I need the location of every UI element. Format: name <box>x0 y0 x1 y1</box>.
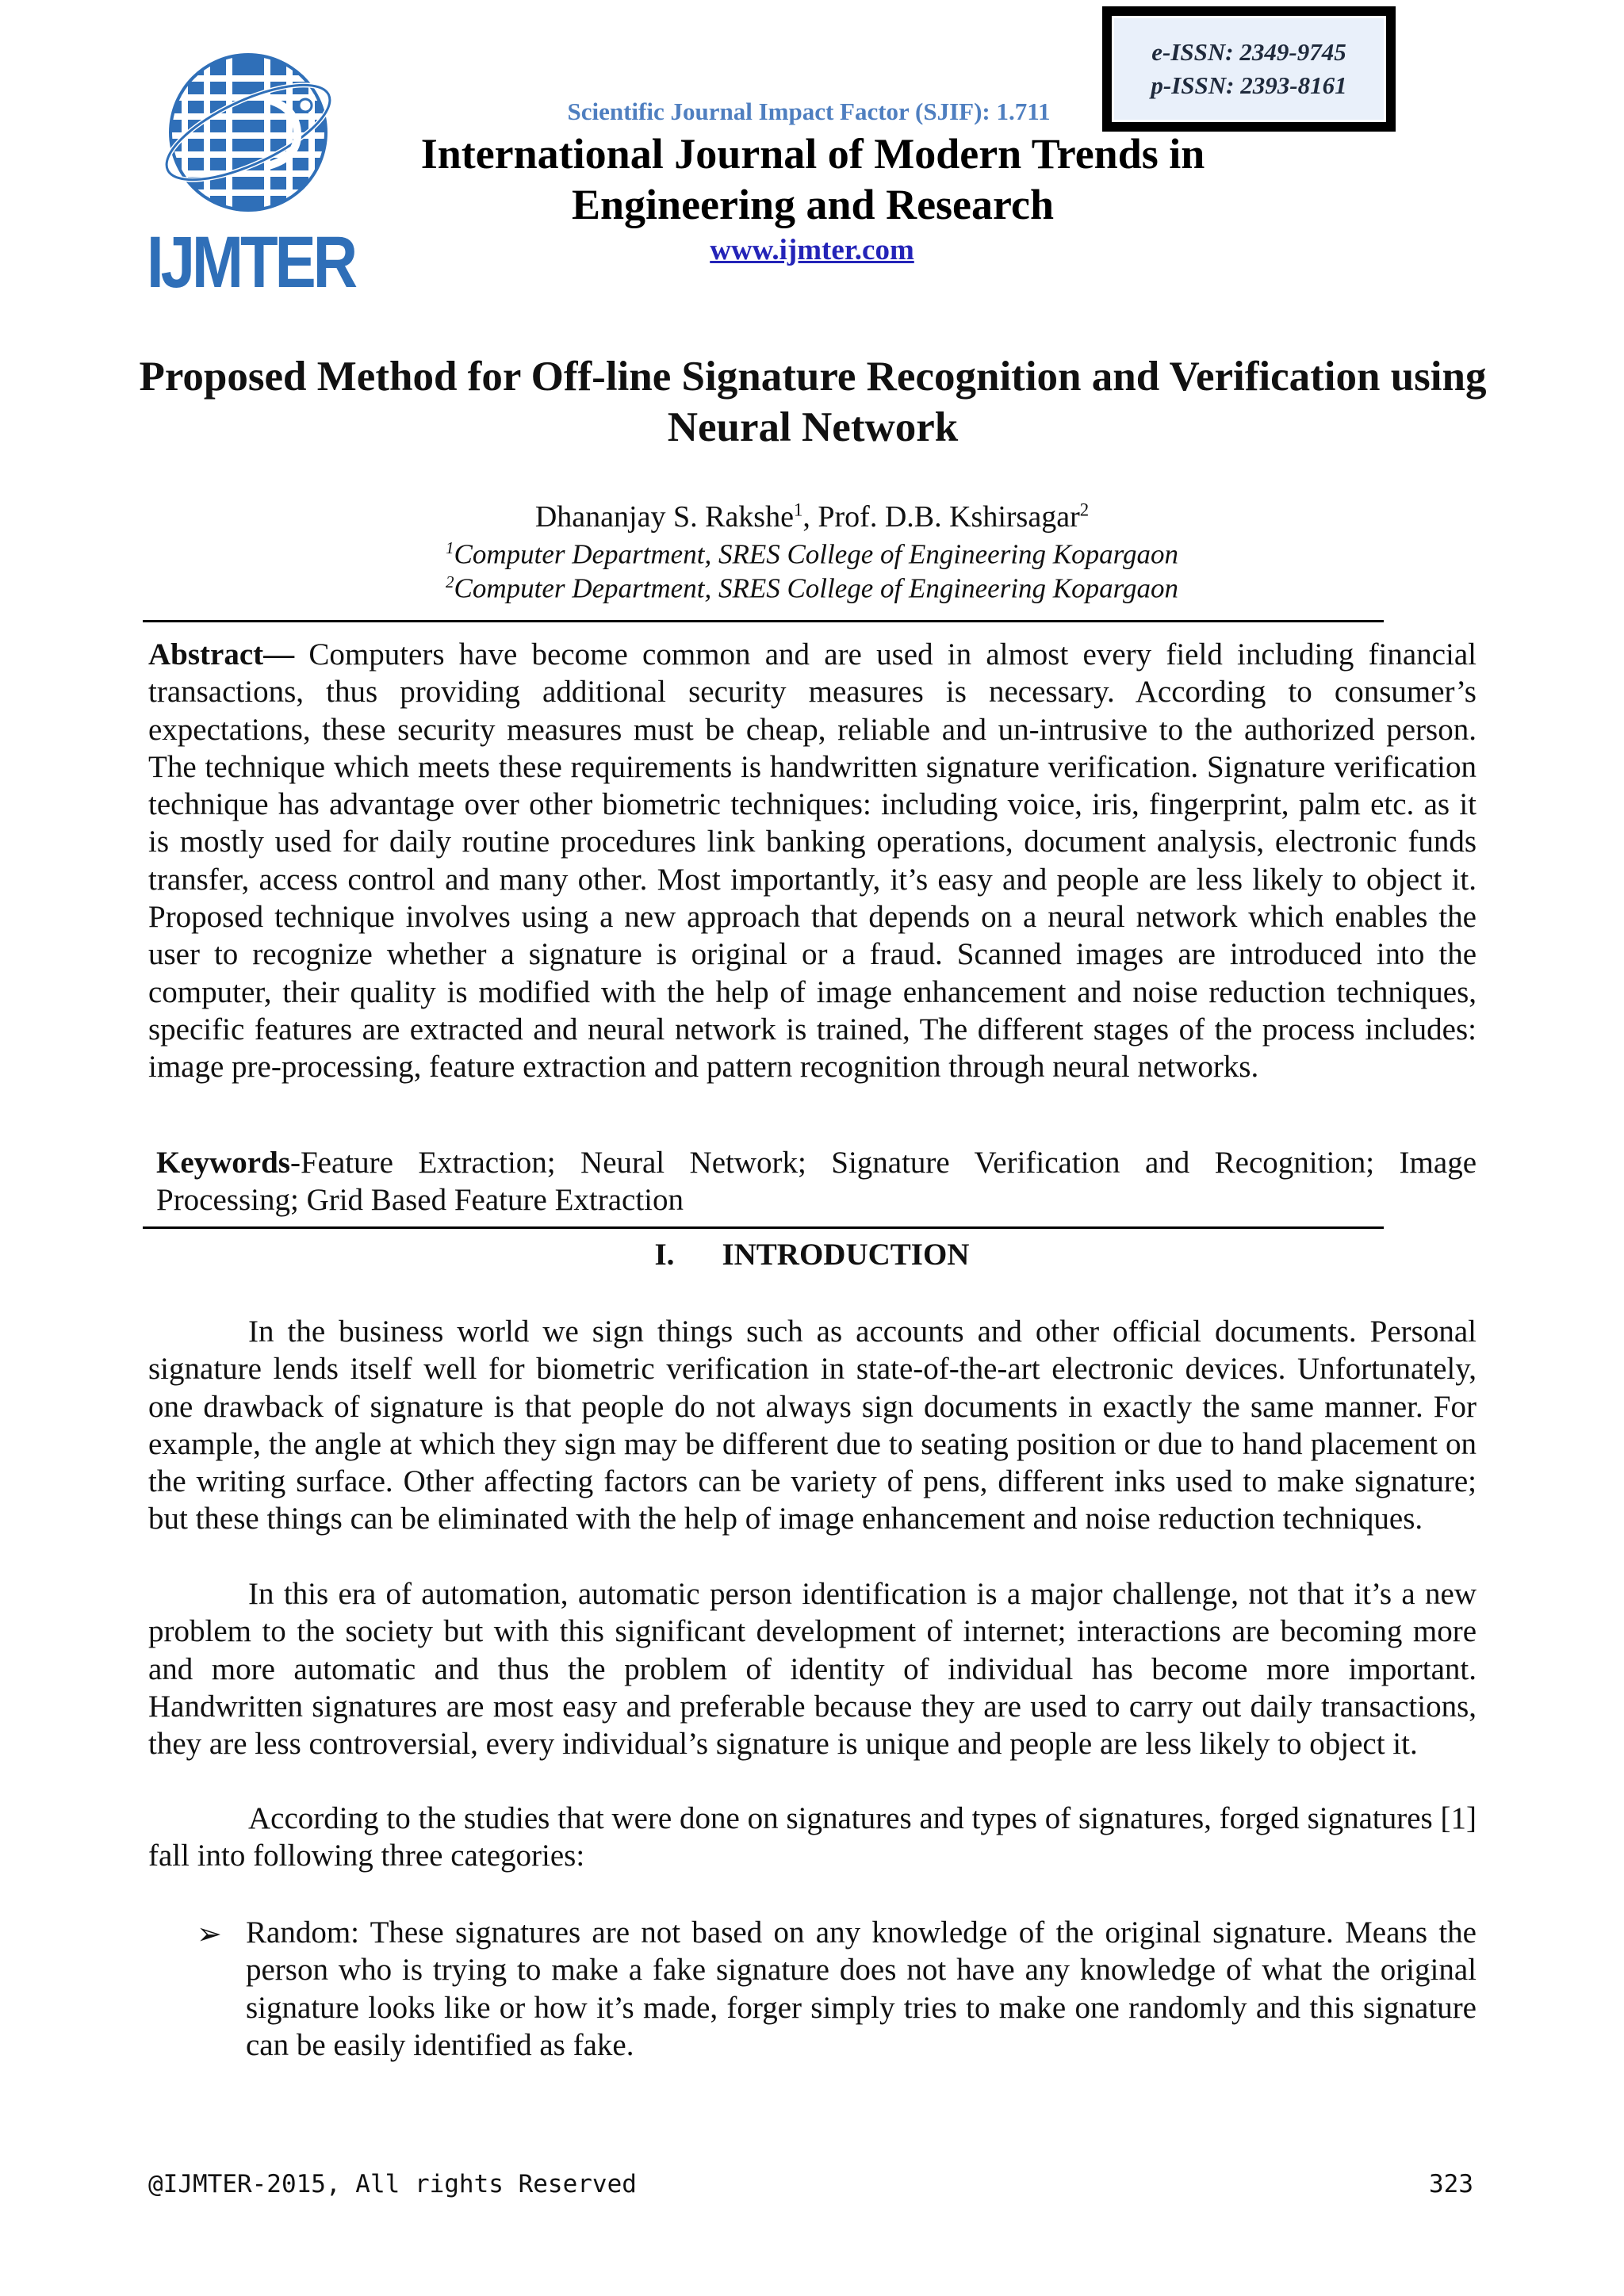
intro-paragraph-3: According to the studies that were done on signatures and types of signatures, forged signatures [1] fall into following three categories: <box>148 1801 1477 1873</box>
affiliation-1: $^1$Computer Department, SRES College of Engineering Kopargaon <box>446 538 1178 570</box>
page-number: 323 <box>1429 2170 1473 2198</box>
e-issn: e-ISSN: 2349-9745 <box>1151 38 1346 66</box>
section-number: I. <box>654 1238 675 1272</box>
affiliation-2: $^2$Computer Department, SRES College of Engineering Kopargaon <box>446 572 1178 604</box>
abstract-text: Computers have become common and are used in almost every field including financial transactions, thus providing additional security measures is necessary. According to consumer’s expectations, these security measures must be cheap, reliable and un-intrusive to the authorized person. The technique which meets these requirements is handwritten signature verification. Signature verification technique has advantage over other biometric techniques: including voice, iris, fingerprint, palm etc. as it is mostly used for daily routine procedures link banking operations, document analysis, electronic funds transfer, access control and many other. Most importantly, it’s easy and people are less likely to object it. Proposed technique involves using a new approach that depends on a neural network which enables the user to recognize whether a signature is original or a fraud. Scanned images are introduced into the computer, their quality is modified with the help of image enhancement and noise reduction techniques, specific features are extracted and neural network is trained, The different stages of the process includes: image pre-processing, feature extraction and pattern recognition through neural networks. <box>148 637 1477 1085</box>
journal-url <box>0 233 1624 267</box>
section-title: INTRODUCTION <box>722 1238 970 1272</box>
section-heading <box>0 1237 1624 1272</box>
impact-factor: Scientific Journal Impact Factor (SJIF): 1.711 <box>567 98 1051 125</box>
keywords-text: -Feature Extraction; Neural Network; Signature Verification and Recognition; Image Processing; Grid Based Feature Extraction <box>156 1146 1477 1218</box>
logo-wordmark: IJMTER <box>147 220 355 304</box>
paper-title: Proposed Method for Off-line Signature Recognition and Verification using Neural Network <box>139 354 1487 450</box>
abstract-label: Abstract— <box>148 637 295 672</box>
bullet-arrow-icon: ➢ <box>197 1918 222 1951</box>
author-2: Prof. D.B. Kshirsagar <box>818 500 1080 534</box>
bullet-item-random: Random: These signatures are not based on any knowledge of the original signature. Means the person who is trying to make a fake signature does not have any knowledge of what the original signature looks like or how it’s made, forger simply tries to make one randomly and this signature can be easily identified as fake. <box>246 1915 1477 2062</box>
footer-copyright: @IJMTER-2015, All rights Reserved <box>148 2170 637 2198</box>
intro-paragraph-2: In this era of automation, automatic person identification is a major challenge, not that it’s a new problem to the society but with this significant development of internet; interactions are becoming more and more automatic and thus the problem of identity of individual has become more important. Handwritten signatures are most easy and preferable because they are used to carry out daily transactions, they are less controversial, every individual’s signature is unique and people are less likely to object it. <box>148 1577 1477 1762</box>
author-1: Dhananjay S. Rakshe <box>534 500 794 534</box>
divider-top <box>143 620 1384 622</box>
p-issn: p-ISSN: 2393-8161 <box>1151 71 1347 99</box>
journal-url-link[interactable]: www.ijmter.com <box>710 234 914 266</box>
author-line: Dhananjay S. Rakshe$^1$, Prof. D.B. Kshirsagar$^2$ <box>534 499 1090 534</box>
journal-name: International Journal of Modern Trends in Engineering and Research <box>420 130 1205 228</box>
abstract <box>148 636 1477 1086</box>
keywords-label: Keywords <box>156 1146 290 1180</box>
divider-bottom <box>143 1226 1384 1229</box>
keywords <box>148 1144 1477 1219</box>
intro-paragraph-1: In the business world we sign things such as accounts and other official documents. Personal signature lends itself well for biometric verification in state-of-the-art electronic devices. Unfortunately, one drawback of signature is that people do not always sign documents in exactly the same manner. For example, the angle at which they sign may be different due to seating position or due to hand placement on the writing surface. Other affecting factors can be variety of pens, different inks used to make signature; but these things can be eliminated with the help of image enhancement and noise reduction techniques. <box>148 1314 1477 1536</box>
